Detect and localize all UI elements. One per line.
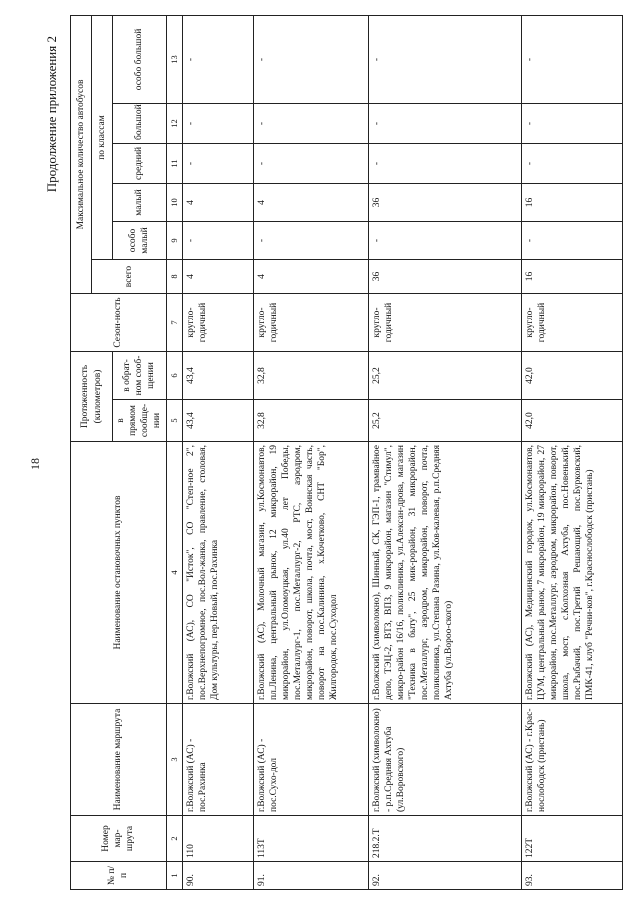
buses-xlarge: - [182, 15, 253, 103]
header-row-1 [71, 15, 92, 889]
route-name: г.Волжский (АС) - пос.Рахинка [182, 704, 253, 816]
buses-xlarge: - [253, 15, 368, 103]
table-row [368, 15, 521, 889]
column-number: 2 [166, 816, 182, 862]
table-row [253, 15, 368, 889]
length-forward: 32,8 [253, 400, 368, 442]
buses-large: - [368, 104, 521, 144]
row-num: 92. [368, 862, 521, 890]
seasonality: кругло-годичный [253, 294, 368, 352]
buses-xsmall: - [368, 222, 521, 260]
column-number: 8 [166, 260, 182, 294]
column-number: 13 [166, 15, 182, 103]
length-back: 32,8 [253, 352, 368, 400]
column-number: 11 [166, 144, 182, 184]
column-number: 4 [166, 442, 182, 704]
buses-small: 4 [253, 184, 368, 222]
header-total: всего [92, 260, 167, 294]
buses-xsmall: - [182, 222, 253, 260]
seasonality: кругло-годичный [521, 294, 622, 352]
header-class-medium: средний [113, 144, 167, 184]
length-back: 42,0 [521, 352, 622, 400]
header-route-number: Номер мар-шрута [71, 816, 167, 862]
column-number: 7 [166, 294, 182, 352]
row-num: 91. [253, 862, 368, 890]
buses-medium: - [368, 144, 521, 184]
appendix-continuation-title: Продолжение приложения 2 [44, 36, 59, 193]
length-forward: 25,2 [368, 400, 521, 442]
length-forward: 42,0 [521, 400, 622, 442]
buses-xlarge: - [521, 15, 622, 103]
header-season: Сезон-ность [71, 294, 167, 352]
buses-total: 36 [368, 260, 521, 294]
buses-xlarge: - [368, 15, 521, 103]
header-class-large: большой [113, 104, 167, 144]
header-class-small: малый [113, 184, 167, 222]
column-number: 5 [166, 400, 182, 442]
header-by-class: по классам [92, 15, 113, 259]
column-number: 1 [166, 862, 182, 890]
header-length-back: в обрат-ном сооб-щении [113, 352, 167, 400]
column-number: 3 [166, 704, 182, 816]
column-number: 10 [166, 184, 182, 222]
route-number: 113Т [253, 816, 368, 862]
column-number: 12 [166, 104, 182, 144]
header-num: № п/п [71, 862, 167, 890]
table-row [521, 15, 622, 889]
buses-large: - [253, 104, 368, 144]
page-number: 18 [28, 458, 42, 470]
length-back: 43,4 [182, 352, 253, 400]
buses-small: 4 [182, 184, 253, 222]
buses-total: 4 [182, 260, 253, 294]
header-class-xlarge: особо большой [113, 15, 167, 103]
buses-medium: - [521, 144, 622, 184]
column-number: 6 [166, 352, 182, 400]
route-number: 218.2.Т [368, 816, 521, 862]
length-forward: 43,4 [182, 400, 253, 442]
header-class-xsmall: особо малый [113, 222, 167, 260]
route-stops: г.Волжский (химволокно), Шинный, СК, ГЭП-1, трамвайное депо, ТЭЦ-2, ВТЗ, ВПЗ, 9 микрорайон, магазин "Стимул", микро-район 16/16, поликлиника, ул.Алексан-дрова, магазин "Техника в быту", 25 мик-рорайон, 31 микрорайон, пос.Металлург, аэродром, микрорайон, поворот, почта, поликлиника, ул.Степана Разина, ул.Ков-калевая, р.п.Средняя Ахтуба (ул.Вороо-ского) [368, 442, 521, 704]
buses-large: - [521, 104, 622, 144]
buses-xsmall: - [521, 222, 622, 260]
route-stops: г.Волжский (АС), Медицинский городок, ул.Космонавтов, ЦУМ, центральный рынок, 7 микрорайон, 19 микрорайон, 27 микрорайон, пос.Металлург, аэродром, микрорайон, поворот, школа, мост, с.Колхозная Ахтуба, пос.Новенький, пос.Рыбачий, пос.Третий Решающий, пос.Бурковский, ПМК-41, клуб "Речни-ков", г.Краснослободск (пристань) [521, 442, 622, 704]
route-number: 122Т [521, 816, 622, 862]
row-num: 93. [521, 862, 622, 890]
route-name: г.Волжский (АС) - г.Крас-нослободск (пристань) [521, 704, 622, 816]
route-stops: г.Волжский (АС), Молочный магазин, ул.Космонавтов, пл.Ленина, центральный рынок, 12 микрорайон, 19 микрорайон, ул.Оломоуцкая, ул.40 лет Победы, пос.Металлург-1, пос.Металлург-2, РТС, аэродром, микрорайон, поворот, школа, почта, мост, Воинская часть, поворот на пос.Калинина, х.Кочетково, СНТ "Бор", Жилгородок, пос.Суходол [253, 442, 368, 704]
buses-small: 36 [368, 184, 521, 222]
route-name: г.Волжский (химволокно) - р.п.Средняя Ахтуба (ул.Воровского) [368, 704, 521, 816]
length-back: 25,2 [368, 352, 521, 400]
route-number: 110 [182, 816, 253, 862]
seasonality: кругло-годичный [182, 294, 253, 352]
buses-xsmall: - [253, 222, 368, 260]
header-route-name: Наименование маршрута [71, 704, 167, 816]
column-numbers-row [166, 15, 182, 889]
seasonality: кругло-годичный [368, 294, 521, 352]
column-number: 9 [166, 222, 182, 260]
route-stops: г.Волжский (АС), СО "Исток", СО "Степ-ное 2", пос.Верхнепогромное, пос.Вол-жанка, правление, столовая, Дом культуры, пер.Новый, пос.Рахинка [182, 442, 253, 704]
header-max-buses: Максимальное количество автобусов [71, 15, 92, 293]
buses-small: 16 [521, 184, 622, 222]
table-row [182, 15, 253, 889]
buses-total: 4 [253, 260, 368, 294]
header-stops: Наименование остановочных пунктов [71, 442, 167, 704]
route-name: г.Волжский (АС) - пос.Сухо-дол [253, 704, 368, 816]
buses-medium: - [253, 144, 368, 184]
header-length-forward: в прямом сообще-нии [113, 400, 167, 442]
bus-routes-table [70, 15, 623, 890]
buses-medium: - [182, 144, 253, 184]
header-length: Протяженность (километров) [71, 352, 113, 442]
buses-large: - [182, 104, 253, 144]
buses-total: 16 [521, 260, 622, 294]
row-num: 90. [182, 862, 253, 890]
